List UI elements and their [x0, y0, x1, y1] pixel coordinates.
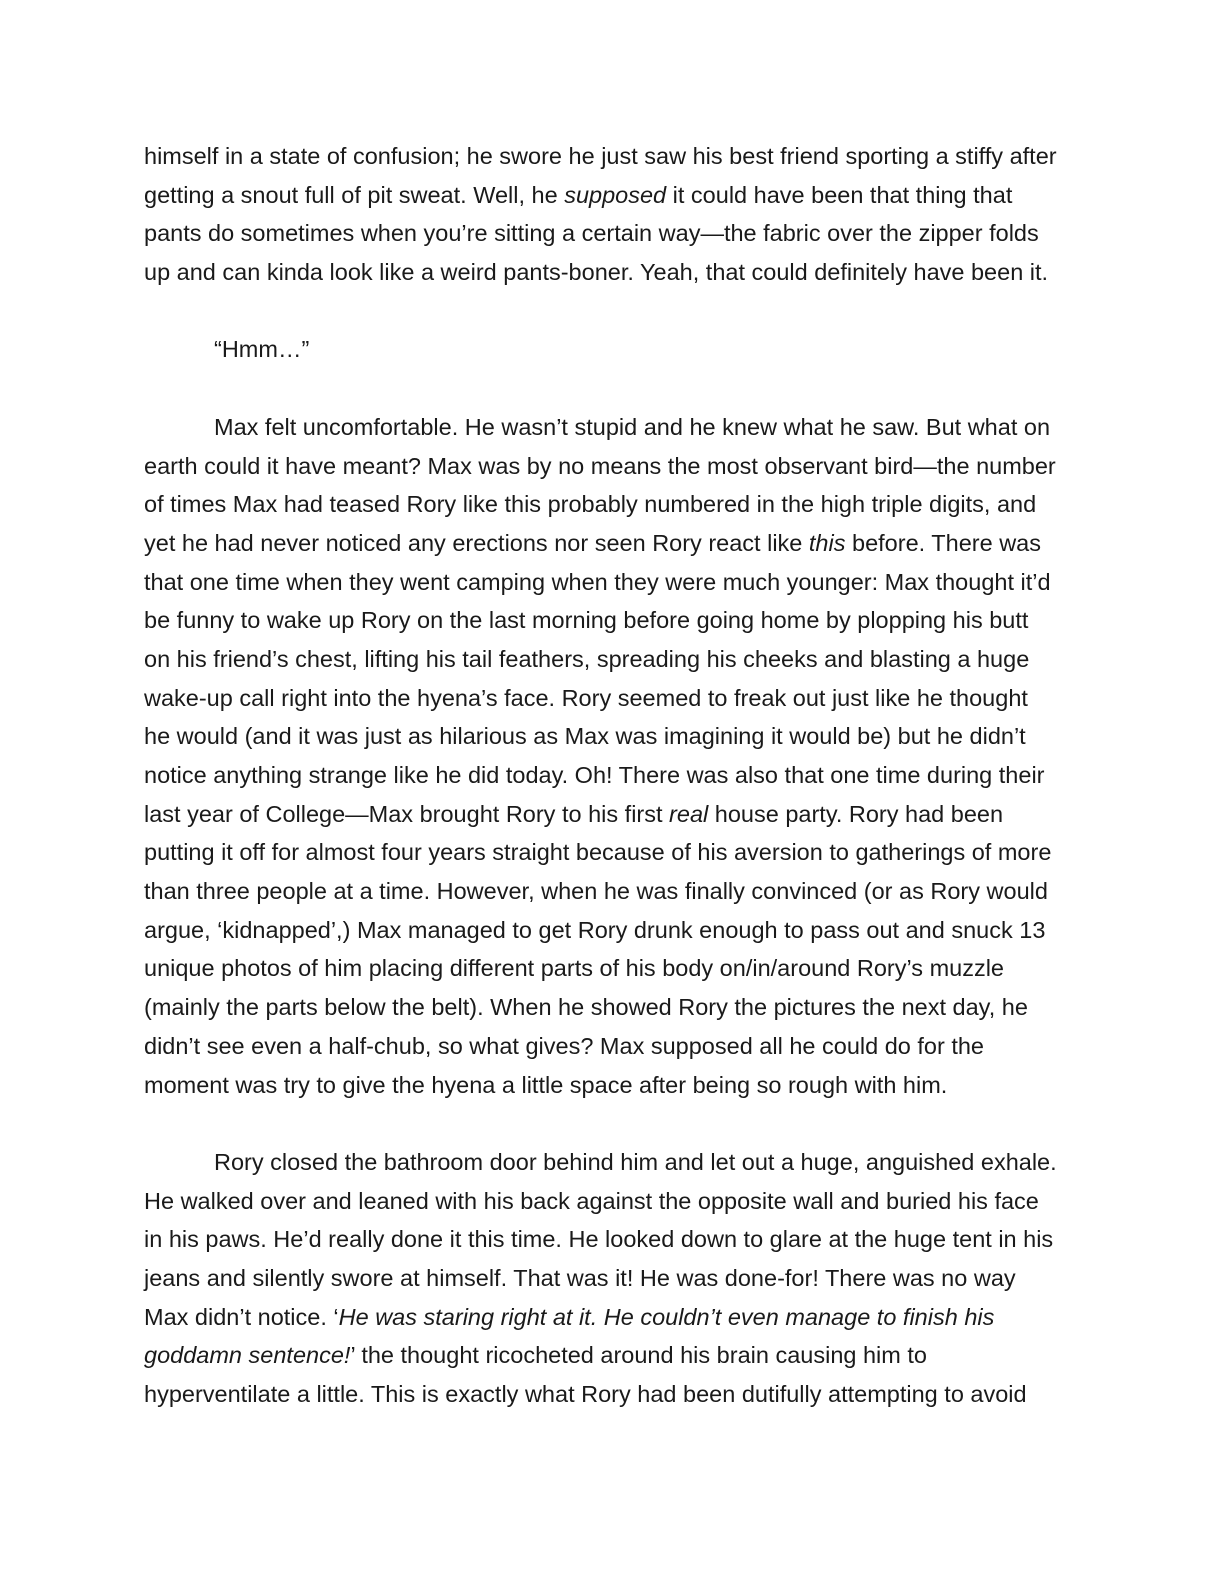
document-body [144, 137, 1104, 1414]
text-line: moment was try to give the hyena a little space after being so rough with him. [144, 1071, 948, 1098]
text-span: last year of College—Max brought Rory to his first [144, 800, 670, 827]
text-line: pants do sometimes when you’re sitting a certain way—the fabric over the zipper folds [144, 220, 1039, 247]
text-line: hyperventilate a little. This is exactly what Rory had been dutifully attempting to avoid [144, 1381, 1027, 1407]
text-line: be funny to wake up Rory on the last morning before going home by plopping his butt [144, 607, 1029, 634]
text-line [144, 524, 1104, 563]
italic-text: goddamn sentence! [144, 1342, 351, 1369]
text-line: He walked over and leaned with his back against the opposite wall and buried his face [144, 1187, 1039, 1214]
paragraph-spacer [144, 369, 1104, 408]
text-line: that one time when they went camping when they were much younger: Max thought it’d [144, 568, 1051, 595]
text-line: on his friend’s chest, lifting his tail feathers, spreading his cheeks and blasting a huge [144, 645, 1030, 672]
text-line [144, 1298, 1104, 1337]
text-line: “Hmm…” [214, 336, 310, 363]
text-line: wake-up call right into the hyena’s face. Rory seemed to freak out just like he thought [144, 684, 1028, 711]
text-line: himself in a state of confusion; he swore he just saw his best friend sporting a stiffy after [144, 143, 1057, 169]
text-line: didn’t see even a half-chub, so what gives? Max supposed all he could do for the [144, 1032, 984, 1059]
text-line: he would (and it was just as hilarious as Max was imagining it would be) but he didn’t [144, 723, 1026, 750]
text-line: in his paws. He’d really done it this time. He looked down to glare at the huge tent in his [144, 1226, 1054, 1253]
text-line: of times Max had teased Rory like this probably numbered in the high triple digits, and [144, 491, 1037, 518]
text-line: argue, ‘kidnapped’,) Max managed to get Rory drunk enough to pass out and snuck 13 [144, 916, 1046, 943]
text-span: it could have been that thing that [666, 181, 1013, 208]
italic-text: real [669, 800, 709, 827]
text-span: house party. Rory had been [708, 800, 1004, 827]
text-span: getting a snout full of pit sweat. Well, he [144, 181, 565, 208]
paragraph-spacer [144, 292, 1104, 331]
text-span: before. There was [845, 529, 1041, 556]
text-line: up and can kinda look like a weird pants-boner. Yeah, that could definitely have been it. [144, 259, 1049, 286]
text-line [144, 176, 1104, 215]
text-line: (mainly the parts below the belt). When he showed Rory the pictures the next day, he [144, 994, 1028, 1021]
text-line: notice anything strange like he did today. Oh! There was also that one time during their [144, 762, 1045, 788]
text-span: yet he had never noticed any erections nor seen Rory react like [144, 529, 809, 556]
text-line [144, 795, 1104, 834]
text-line: Rory closed the bathroom door behind him and let out a huge, anguished exhale. [214, 1148, 1057, 1175]
text-line: than three people at a time. However, when he was finally convinced (or as Rory would [144, 878, 1048, 905]
text-line: earth could it have meant? Max was by no means the most observant bird—the number [144, 452, 1056, 479]
text-span: ’ the thought ricocheted around his brain causing him to [350, 1342, 927, 1369]
text-line: Max felt uncomfortable. He wasn’t stupid and he knew what he saw. But what on [214, 413, 1051, 440]
text-line [144, 1336, 1104, 1375]
text-line: jeans and silently swore at himself. That was it! He was done-for! There was no way [144, 1264, 1016, 1291]
italic-text: He was staring right at it. He couldn’t even manage to finish his [338, 1303, 995, 1330]
italic-text: supposed [564, 181, 667, 208]
italic-text: this [808, 529, 846, 556]
text-span: Max didn’t notice. ‘ [144, 1303, 339, 1330]
paragraph-spacer [144, 1104, 1104, 1143]
text-line: putting it off for almost four years straight because of his aversion to gatherings of more [144, 839, 1052, 866]
text-line: unique photos of him placing different parts of his body on/in/around Rory’s muzzle [144, 955, 1004, 982]
